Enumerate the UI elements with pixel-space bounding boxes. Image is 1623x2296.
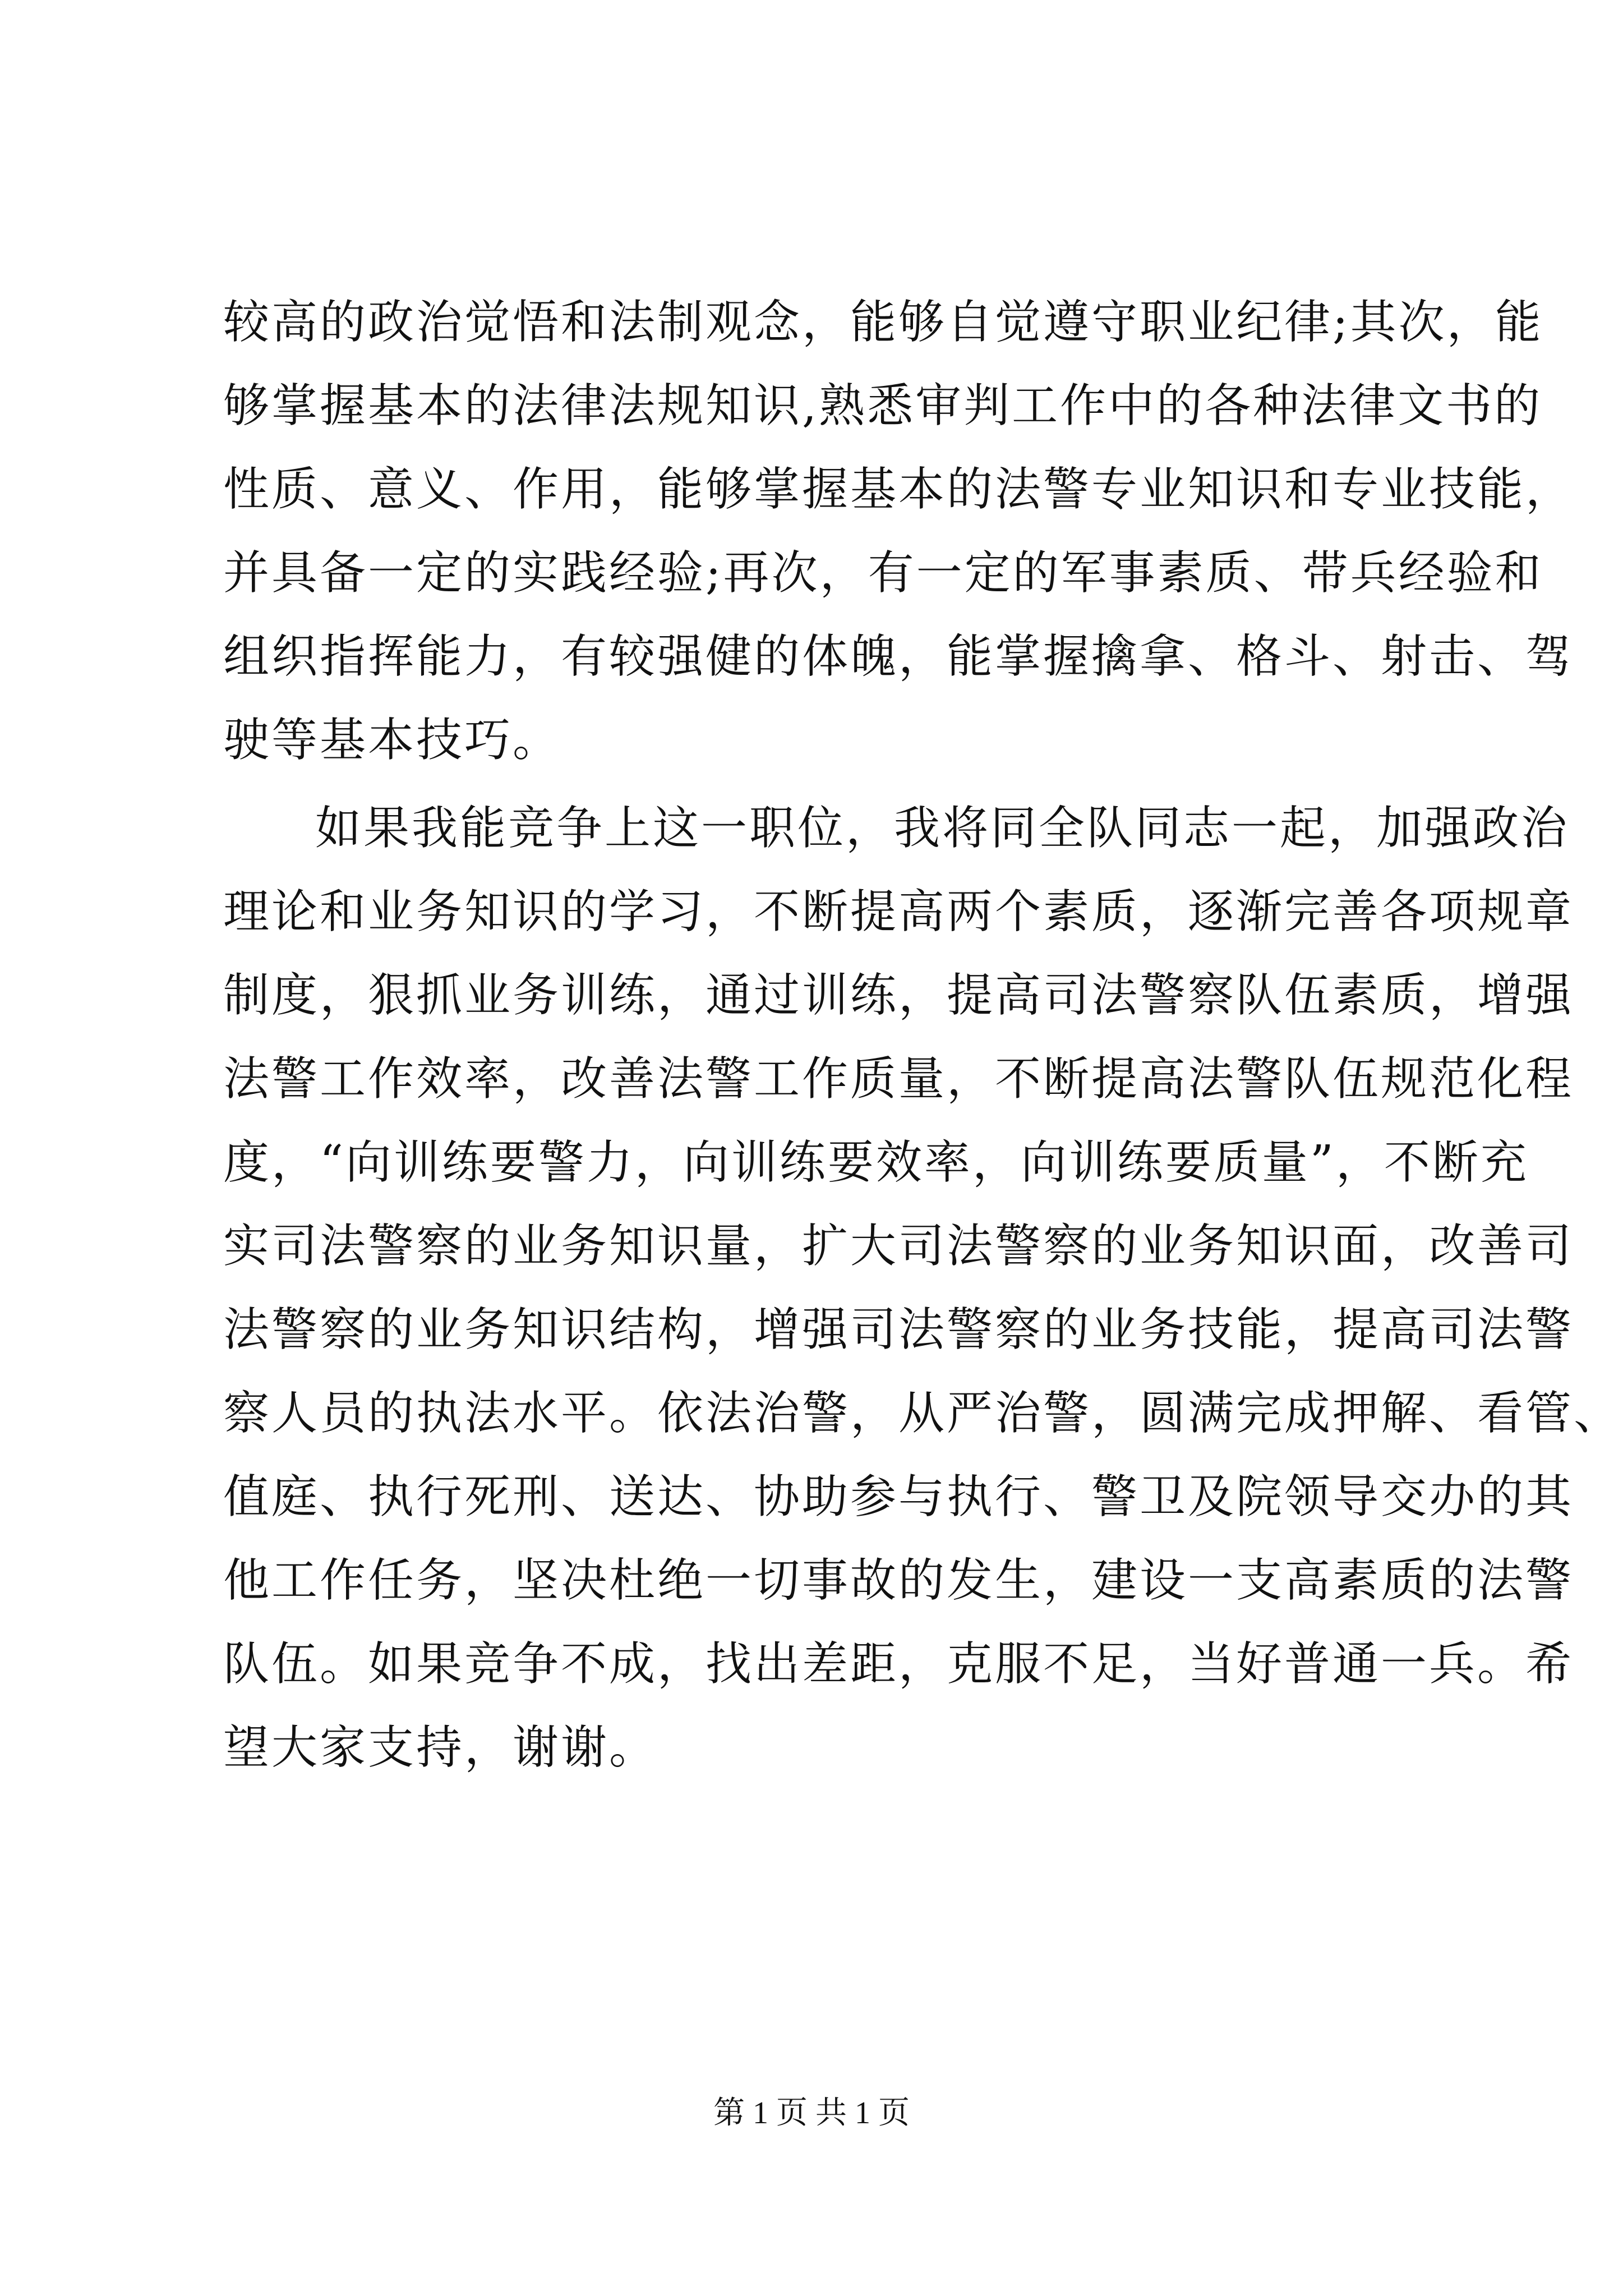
text-line: 实司法警察的业务知识量，扩大司法警察的业务知识面，改善司 <box>223 1220 1574 1273</box>
text-line: 驶等基本技巧。 <box>223 714 561 767</box>
text-line: 如果我能竞争上这一职位，我将同全队同志一起，加强政治 <box>315 802 1570 855</box>
text-line: 理论和业务知识的学习，不断提高两个素质，逐渐完善各项规章 <box>223 885 1574 938</box>
text-line: 够掌握基本的法律法规知识,熟悉审判工作中的各种法律文书的 <box>223 379 1543 432</box>
text-line: 法警工作效率，改善法警工作质量，不断提高法警队伍规范化程 <box>223 1052 1574 1106</box>
text-line: 度，“向训练要警力，向训练要效率，向训练要质量”，不断充 <box>223 1136 1529 1189</box>
text-line: 值庭、执行死刑、送达、协助参与执行、警卫及院领导交办的其 <box>223 1470 1574 1524</box>
text-line: 组织指挥能力，有较强健的体魄，能掌握擒拿、格斗、射击、驾 <box>223 630 1574 683</box>
text-line: 望大家支持，谢谢。 <box>223 1721 658 1774</box>
text-line: 性质、意义、作用，能够掌握基本的法警专业知识和专业技能， <box>223 463 1574 516</box>
page-number-footer: 第 1 页 共 1 页 <box>713 2096 910 2131</box>
paragraph-2 <box>223 786 1622 1789</box>
text-line: 法警察的业务知识结构，增强司法警察的业务技能，提高司法警 <box>223 1303 1574 1356</box>
text-line: 制度，狠抓业务训练，通过训练，提高司法警察队伍素质，增强 <box>223 969 1574 1022</box>
document-body <box>223 280 1622 1789</box>
text-line: 并具备一定的实践经验;再次，有一定的军事素质、带兵经验和 <box>223 546 1543 600</box>
paragraph-1 <box>223 280 1574 782</box>
text-line: 较高的政治觉悟和法制观念，能够自觉遵守职业纪律;其次，能 <box>223 296 1543 349</box>
paragraph-spacer <box>223 782 1418 786</box>
text-line: 队伍。如果竞争不成，找出差距，克服不足，当好普通一兵。希 <box>223 1637 1574 1691</box>
text-line: 他工作任务，坚决杜绝一切事故的发生，建设一支高素质的法警 <box>223 1554 1574 1607</box>
text-line: 察人员的执法水平。依法治警，从严治警，圆满完成押解、看管、 <box>223 1387 1622 1440</box>
